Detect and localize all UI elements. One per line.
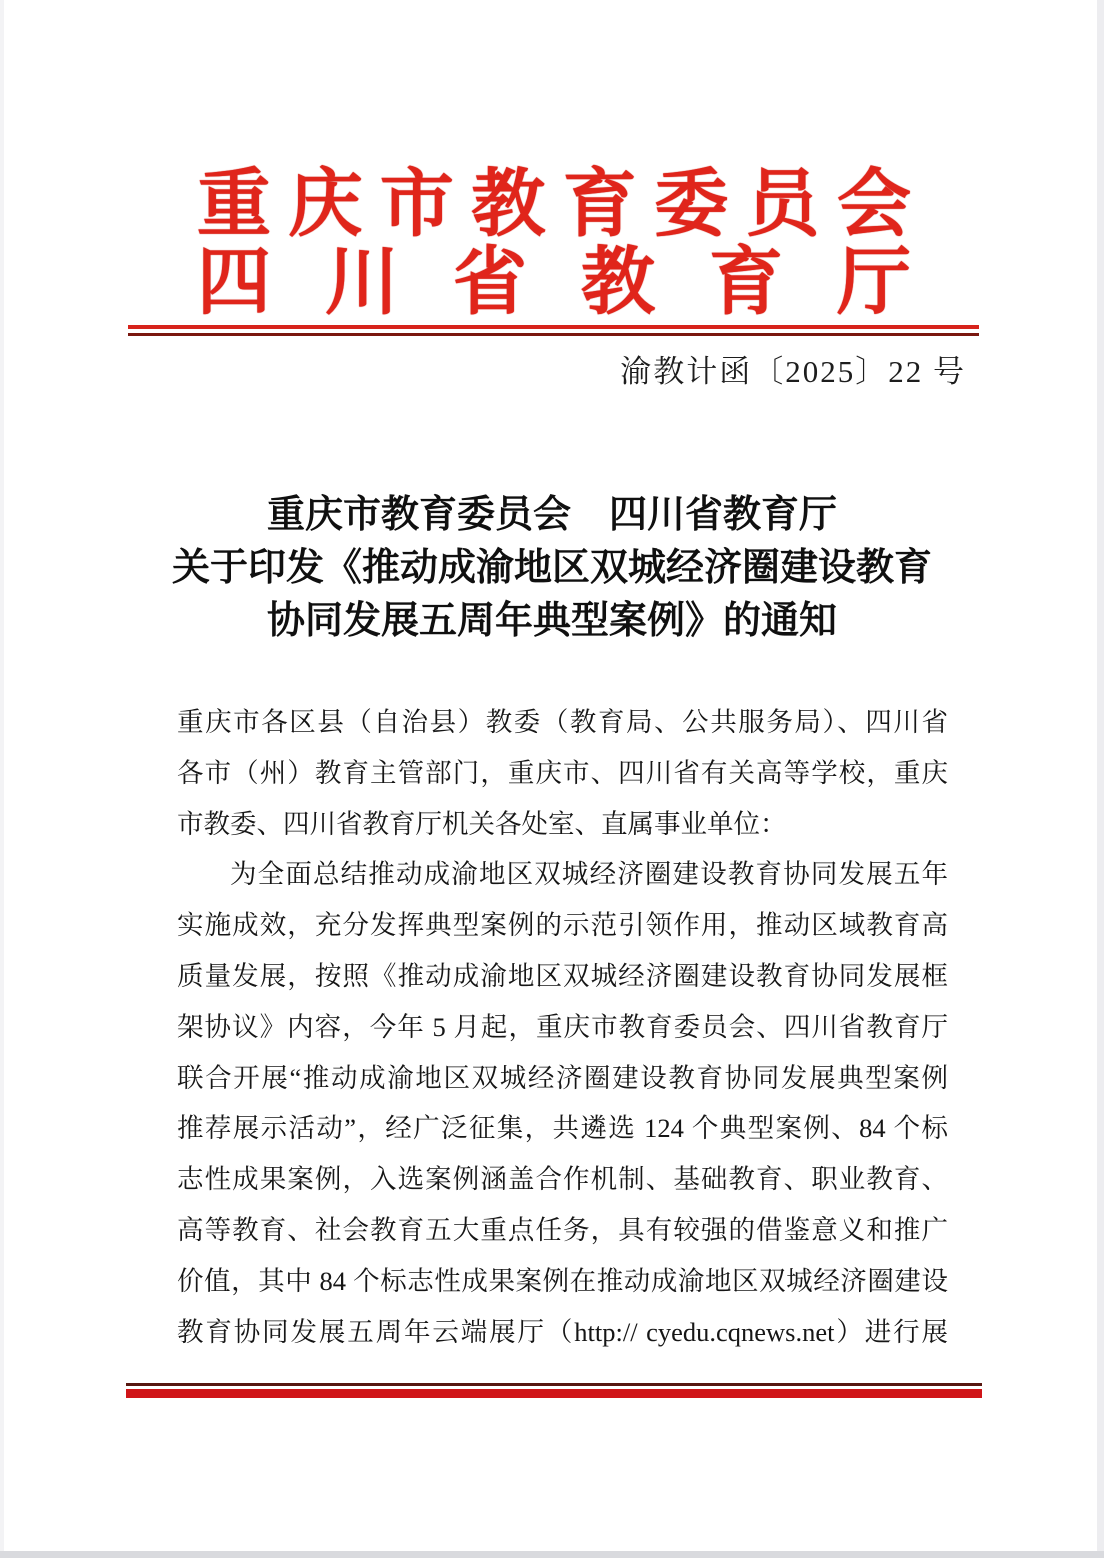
letterhead-char: 厅: [837, 242, 911, 324]
footer-rule-thick-line: [126, 1389, 982, 1398]
body-text: [177, 697, 948, 1357]
letterhead-char: 川: [325, 242, 399, 324]
body-line: 市教委、四川省教育厅机关各处室、直属事业单位：: [177, 808, 787, 839]
letterhead-char: 委: [654, 164, 729, 246]
letterhead-char: 育: [709, 242, 783, 324]
page-edge-left: [0, 0, 4, 1558]
body-line: 志性成果案例，入选案例涵盖合作机制、基础教育、职业教育、: [177, 1164, 948, 1195]
body-line: 为全面总结推动成渝地区双城经济圈建设教育协同发展五年: [230, 859, 948, 890]
body-line: 价值，其中 84 个标志性成果案例在推动成渝地区双城经济圈建设: [177, 1265, 948, 1296]
body-line: 高等教育、社会教育五大重点任务，具有较强的借鉴意义和推广: [177, 1214, 948, 1245]
body-line: 教育协同发展五周年云端展厅（http:// cyedu.cqnews.net）进行展: [177, 1316, 948, 1347]
body-line: 实施成效，充分发挥典型案例的示范引领作用，推动区域教育高: [177, 910, 948, 941]
body-line: 推荐展示活动”，经广泛征集，共遴选 124 个典型案例、84 个标: [177, 1113, 948, 1144]
document-title: [0, 489, 1104, 648]
letterhead-char: 会: [836, 164, 911, 246]
footer-rule: [126, 1383, 982, 1398]
body-line: 架协议》内容，今年 5 月起，重庆市教育委员会、四川省教育厅: [177, 1011, 948, 1042]
body-line: 重庆市各区县（自治县）教委（教育局、公共服务局）、四川省: [177, 707, 948, 737]
letterhead-char: 市: [379, 164, 454, 246]
letterhead-rule: [128, 325, 979, 336]
body-line: 各市（州）教育主管部门，重庆市、四川省有关高等学校，重庆: [177, 757, 948, 788]
page-edge-right: [1097, 0, 1104, 1558]
doc-number: 渝教计函〔2025〕22 号: [620, 354, 966, 389]
letterhead-char: 教: [471, 164, 546, 246]
letterhead-char: 员: [745, 164, 820, 246]
title-line-1: 重庆市教育委员会 四川省教育厅: [266, 494, 837, 536]
page-edge-bottom: [0, 1551, 1104, 1558]
letterhead-org-line-1: [197, 166, 911, 244]
letterhead-char: 四: [197, 242, 271, 324]
title-line-3: 协同发展五周年典型案例》的通知: [266, 600, 837, 642]
letterhead: [197, 166, 911, 322]
letterhead-char: 教: [581, 242, 655, 324]
letterhead-char: 省: [453, 242, 527, 324]
letterhead-rule-thin-line: [128, 333, 979, 336]
letterhead-char: 重: [197, 164, 271, 246]
body-line: 质量发展，按照《推动成渝地区双城经济圈建设教育协同发展框: [177, 960, 948, 991]
letterhead-org-line-2: [197, 244, 911, 322]
body-line: 联合开展“推动成渝地区双城经济圈建设教育协同发展典型案例: [177, 1062, 948, 1093]
title-line-2: 关于印发《推动成渝地区双城经济圈建设教育: [171, 547, 932, 589]
letterhead-char: 育: [562, 164, 637, 246]
letterhead-char: 庆: [288, 164, 363, 246]
